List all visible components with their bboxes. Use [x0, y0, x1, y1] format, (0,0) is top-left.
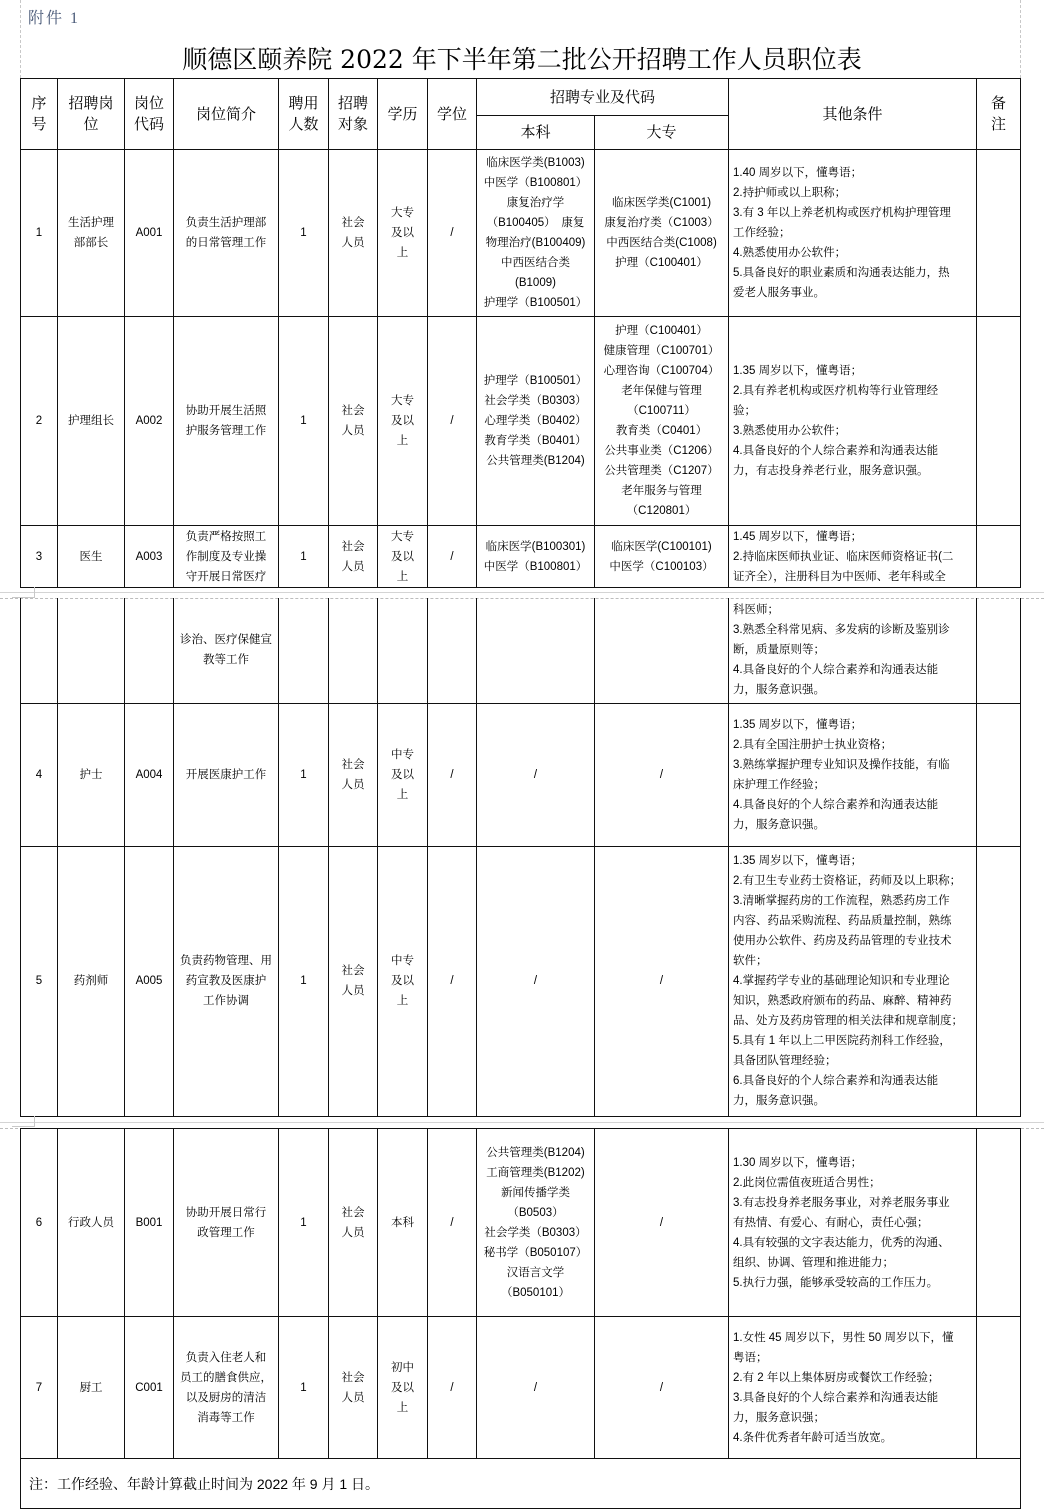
cell-education: 大专 及以 上: [378, 317, 428, 526]
cell-education: 大专 及以 上: [378, 526, 428, 588]
cell-college-majors: [595, 598, 729, 703]
cell-position: 药剂师: [58, 846, 125, 1116]
cell-target: 社会 人员: [329, 150, 378, 317]
cell-target: 社会 人员: [329, 703, 378, 846]
header-position: 招聘岗 位: [58, 79, 125, 150]
cell-target: 社会 人员: [329, 1129, 378, 1317]
page-break: [0, 1122, 1044, 1123]
cell-bachelor-majors: 护理学（B100501） 社会学类（B0303） 心理学类（B0402） 教育学类（B0401） 公共管理类(B1204): [477, 317, 595, 526]
cell-intro: 负责严格按照工 作制度及专业操 守开展日常医疗: [174, 526, 279, 588]
cell-conditions: 1.45 周岁以下，懂粤语； 2.持临床医师执业证、临床医师资格证书(二 证齐全），注册科目为中医师、老年科或全: [729, 526, 977, 588]
cell-degree: /: [428, 1317, 477, 1459]
cell-code: A002: [125, 317, 174, 526]
footnote: 注：工作经验、年龄计算截止时间为 2022 年 9 月 1 日。: [21, 1459, 1021, 1509]
cell-conditions: 科医师； 3.熟悉全科常见病、多发病的诊断及鉴别诊 断，质量原则等； 4.具备良好的个人综合素养和沟通表达能 力，服务意识强。: [729, 598, 977, 703]
cell-count: 1: [279, 1129, 329, 1317]
cell-education: 本科: [378, 1129, 428, 1317]
cell-conditions: 1.35 周岁以下，懂粤语； 2.具有全国注册护士执业资格； 3.熟练掌握护理专业知识及操作技能，有临 床护理工作经验； 4.具备良好的个人综合素养和沟通表达能 力，服务意识强。: [729, 703, 977, 846]
cell-no: [21, 598, 58, 703]
cell-conditions: 1.30 周岁以下，懂粤语； 2.此岗位需值夜班适合男性； 3.有志投身养老服务事业，对养老服务事业 有热情、有爱心、有耐心，责任心强； 4.具有较强的文字表达能力，优秀的沟通、 组织、协调、管理和推进能力； 5.执行力强，能够承受较高的工作压力。: [729, 1129, 977, 1317]
cell-conditions: 1.35 周岁以下，懂粤语； 2.有卫生专业药士资格证，药师及以上职称； 3.清晰掌握药房的工作流程，熟悉药房工作 内容、药品采购流程、药品质量控制，熟练 使用办公软件、药房及药品管理的专业技术 软件； 4.掌握药学专业的基础理论知识和专业理论 知识，熟悉政府颁布的药品、麻醉、精神药 品、处方及药房管理的相关法律和规章制度； 5.具有 1 年以上二甲医院药剂科工作经验， 具备团队管理经验； 6.具备良好的个人综合素养和沟通表达能 力，服务意识强。: [729, 846, 977, 1116]
cell-target: 社会 人员: [329, 846, 378, 1116]
cell-bachelor-majors: 临床医学(B100301) 中医学（B100801）: [477, 526, 595, 588]
position-table-page-3: [20, 1128, 1021, 1509]
cell-no: 6: [21, 1129, 58, 1317]
cell-intro: 负责药物管理、用 药宣教及医康护 工作协调: [174, 846, 279, 1116]
cell-education: [378, 598, 428, 703]
cell-degree: /: [428, 150, 477, 317]
cell-intro: 负责生活护理部 的日常管理工作: [174, 150, 279, 317]
cell-college-majors: 护理（C100401） 健康管理（C100701） 心理咨询（C100704） 老年保健与管理 （C100711） 教育类（C0401） 公共事业类（C1206） 公共管理类（C1207） 老年服务与管理 （C120801）: [595, 317, 729, 526]
cell-college-majors: /: [595, 1317, 729, 1459]
cell-remark: [977, 846, 1021, 1116]
header-degree: 学位: [428, 79, 477, 150]
cell-count: 1: [279, 150, 329, 317]
cell-code: B001: [125, 1129, 174, 1317]
position-table-page-1: [20, 78, 1021, 588]
cell-no: 1: [21, 150, 58, 317]
cell-college-majors: /: [595, 1129, 729, 1317]
cell-code: A005: [125, 846, 174, 1116]
cell-bachelor-majors: 临床医学类(B1003) 中医学（B100801） 康复治疗学 （B100405） 康复 物理治疗(B100409) 中西医结合类 (B1009) 护理学（B100501）: [477, 150, 595, 317]
cell-count: 1: [279, 703, 329, 846]
cell-position: 行政人员: [58, 1129, 125, 1317]
cell-count: 1: [279, 526, 329, 588]
cell-degree: /: [428, 703, 477, 846]
cell-intro: 协助开展生活照 护服务管理工作: [174, 317, 279, 526]
cell-code: A001: [125, 150, 174, 317]
table-row: [21, 1129, 1021, 1317]
page-corner-mark: [12, 1116, 35, 1127]
cell-count: 1: [279, 317, 329, 526]
cell-code: [125, 598, 174, 703]
cell-remark: [977, 317, 1021, 526]
cell-bachelor-majors: [477, 598, 595, 703]
cell-conditions: 1.女性 45 周岁以下，男性 50 周岁以下，懂 粤语； 2.有 2 年以上集体厨房或餐饮工作经验； 3.具备良好的个人综合素养和沟通表达能 力，服务意识强； 4.条件优秀者年龄可适当放宽。: [729, 1317, 977, 1459]
table-row: [21, 526, 1021, 588]
cell-no: 4: [21, 703, 58, 846]
header-intro: 岗位简介: [174, 79, 279, 150]
annex-label: 附件 1: [28, 10, 81, 27]
cell-college-majors: /: [595, 846, 729, 1116]
cell-conditions: 1.40 周岁以下，懂粤语； 2.持护师或以上职称； 3.有 3 年以上养老机构或医疗机构护理管理 工作经验； 4.熟悉使用办公软件； 5.具备良好的职业素质和沟通表达能力，热 爱老人服务事业。: [729, 150, 977, 317]
cell-bachelor-majors: /: [477, 703, 595, 846]
header-conditions: 其他条件: [729, 79, 977, 150]
cell-college-majors: /: [595, 703, 729, 846]
page-break: [0, 592, 1044, 593]
header-no: 序 号: [21, 79, 58, 150]
header-remark: 备 注: [977, 79, 1021, 150]
cell-degree: /: [428, 846, 477, 1116]
cell-position: 医生: [58, 526, 125, 588]
header-bachelor: 本科: [477, 116, 595, 150]
table-row: [21, 846, 1021, 1116]
cell-education: 中专 及以 上: [378, 703, 428, 846]
cell-count: [279, 598, 329, 703]
header-code: 岗位 代码: [125, 79, 174, 150]
cell-target: 社会 人员: [329, 317, 378, 526]
cell-no: 7: [21, 1317, 58, 1459]
cell-remark: [977, 150, 1021, 317]
cell-position: 护士: [58, 703, 125, 846]
cell-bachelor-majors: /: [477, 846, 595, 1116]
cell-target: 社会 人员: [329, 526, 378, 588]
cell-position: 厨工: [58, 1317, 125, 1459]
cell-remark: [977, 1129, 1021, 1317]
cell-education: 中专 及以 上: [378, 846, 428, 1116]
cell-no: 2: [21, 317, 58, 526]
cell-intro: 协助开展日常行 政管理工作: [174, 1129, 279, 1317]
table-row: [21, 703, 1021, 846]
cell-bachelor-majors: /: [477, 1317, 595, 1459]
cell-remark: [977, 526, 1021, 588]
cell-position: 生活护理 部部长: [58, 150, 125, 317]
cell-college-majors: 临床医学(C100101) 中医学（C100103）: [595, 526, 729, 588]
cell-remark: [977, 1317, 1021, 1459]
cell-code: C001: [125, 1317, 174, 1459]
cell-code: A004: [125, 703, 174, 846]
cell-college-majors: 临床医学类(C1001) 康复治疗类（C1003） 中西医结合类(C1008) 护理（C100401）: [595, 150, 729, 317]
cell-degree: /: [428, 1129, 477, 1317]
cell-no: 3: [21, 526, 58, 588]
cell-education: 初中 及以 上: [378, 1317, 428, 1459]
cell-degree: [428, 598, 477, 703]
header-count: 聘用 人数: [279, 79, 329, 150]
cell-no: 5: [21, 846, 58, 1116]
cell-remark: [977, 598, 1021, 703]
cell-intro: 诊治、医疗保健宣 教等工作: [174, 598, 279, 703]
page-title: 顺德区颐养院 2022 年下半年第二批公开招聘工作人员职位表: [182, 45, 862, 74]
page-corner-mark: [12, 587, 35, 598]
header-target: 招聘 对象: [329, 79, 378, 150]
header-college: 大专: [595, 116, 729, 150]
table-row: [21, 1317, 1021, 1459]
cell-degree: /: [428, 526, 477, 588]
table-row: [21, 317, 1021, 526]
cell-remark: [977, 703, 1021, 846]
cell-count: 1: [279, 1317, 329, 1459]
cell-conditions: 1.35 周岁以下，懂粤语； 2.具有养老机构或医疗机构等行业管理经 验； 3.熟悉使用办公软件； 4.具备良好的个人综合素养和沟通表达能 力，有志投身养老行业，服务意识强。: [729, 317, 977, 526]
cell-position: [58, 598, 125, 703]
header-majors: 招聘专业及代码: [477, 79, 729, 116]
table-row-continued: [21, 598, 1021, 703]
cell-count: 1: [279, 846, 329, 1116]
cell-intro: 开展医康护工作: [174, 703, 279, 846]
cell-education: 大专 及以 上: [378, 150, 428, 317]
cell-bachelor-majors: 公共管理类(B1204) 工商管理类(B1202) 新闻传播学类 （B0503） 社会学类（B0303） 秘书学（B050107） 汉语言文学 （B050101）: [477, 1129, 595, 1317]
cell-intro: 负责入住老人和 员工的膳食供应， 以及厨房的清洁 消毒等工作: [174, 1317, 279, 1459]
cell-target: 社会 人员: [329, 1317, 378, 1459]
cell-degree: /: [428, 317, 477, 526]
header-education: 学历: [378, 79, 428, 150]
table-row: [21, 150, 1021, 317]
position-table-page-2: [20, 598, 1021, 1117]
cell-position: 护理组长: [58, 317, 125, 526]
cell-code: A003: [125, 526, 174, 588]
cell-target: [329, 598, 378, 703]
